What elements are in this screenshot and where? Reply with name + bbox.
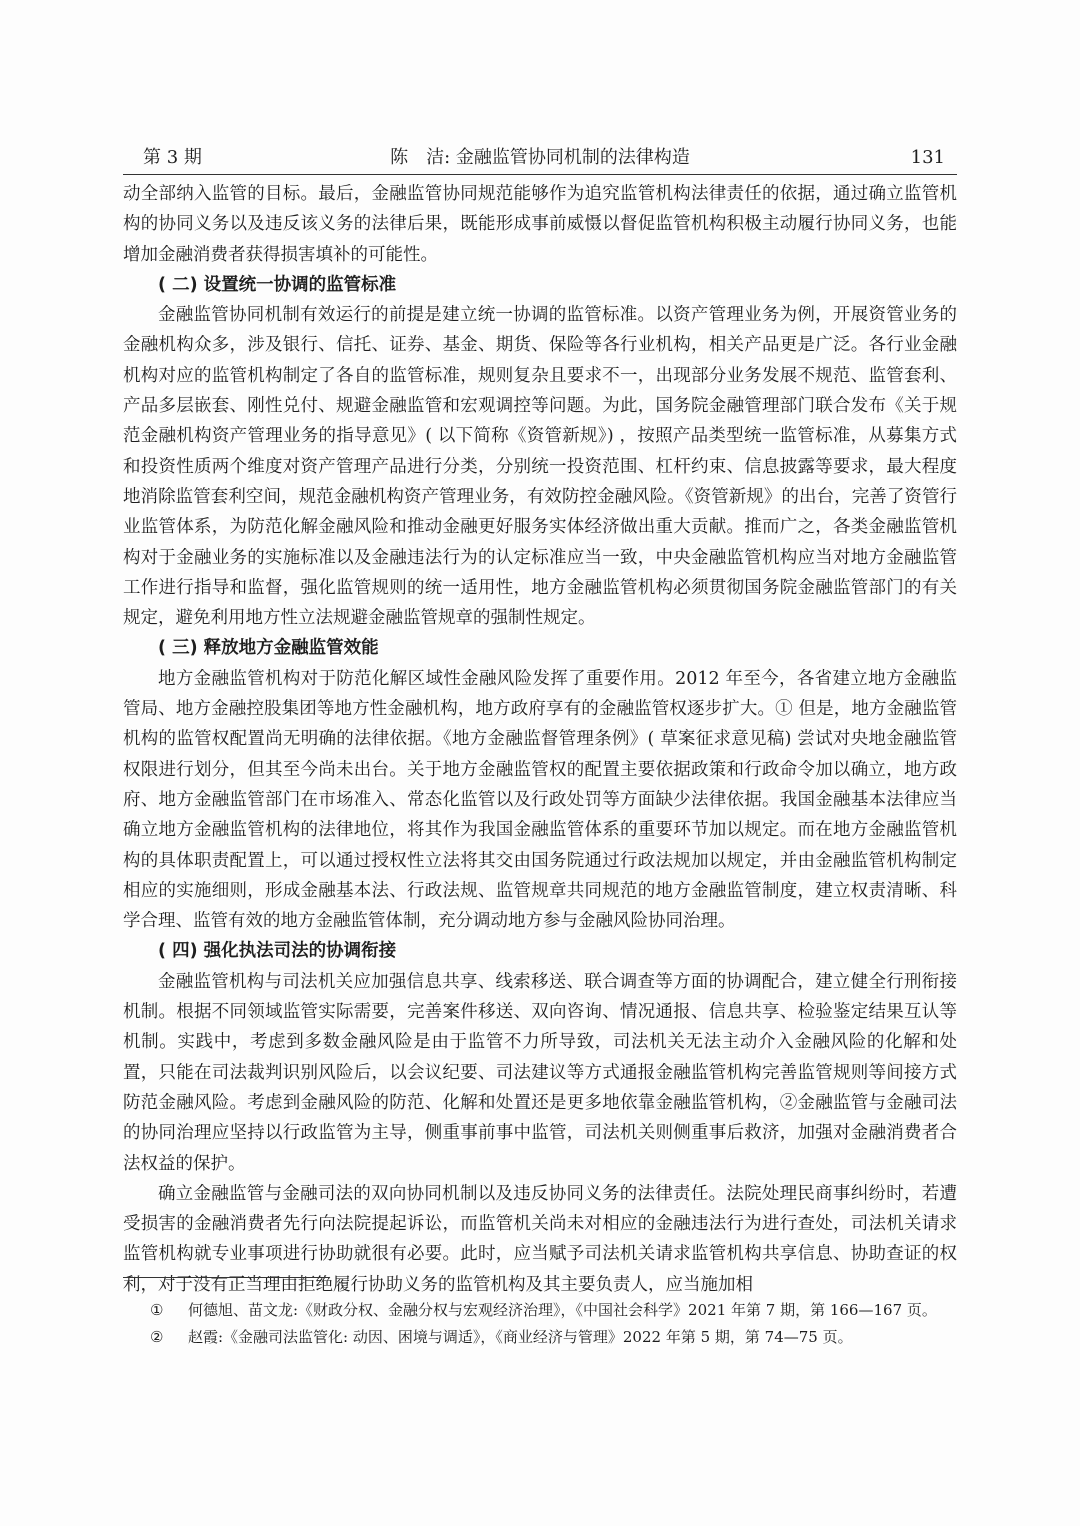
body-paragraph: 金融监管协同机制有效运行的前提是建立统一协调的监管标准。以资产管理业务为例，开展资管业务的金融机构众多，涉及银行、信托、证券、基金、期货、保险等各行业机构，相关产品更是广泛。各行业金融机构对应的监管机构制定了各自的监管标准，规则复杂且要求不一，出现部分业务发展不规范、监管套利、产品多层嵌套、刚性兑付、规避金融监管和宏观调控等问题。为此，国务院金融管理部门联合发布《关于规范金融机构资产管理业务的指导意见》( 以下简称《资管新规》) ，按照产品类型统一监管标准，从募集方式和投资性质两个维度对资产管理产品进行分类，分别统一投资范围、杠杆约束、信息披露等要求，最大程度地消除监管套利空间，规范金融机构资产管理业务，有效防控金融风险。《资管新规》的出台，完善了资管行业监管体系，为防范化解金融风险和推动金融更好服务实体经济做出重大贡献。推而广之，各类金融监管机构对于金融业务的实施标准以及金融违法行为的认定标准应当一致，中央金融监管机构应当对地方金融监管工作进行指导和监督，强化监管规则的统一适用性，地方金融监管机构必须贯彻国务院金融监管部门的有关规定，避免利用地方性立法规避金融监管规章的强制性规定。 bbox=[123, 305, 957, 629]
body-paragraph: 确立金融监管与金融司法的双向协同机制以及违反协同义务的法律责任。法院处理民商事纠纷时，若遭受损害的金融消费者先行向法院提起诉讼，而监管机关尚未对相应的金融违法行为进行查处，司法机关请求监管机构就专业事项进行协助就很有必要。此时，应当赋予司法机关请求监管机构共享信息、协助查证的权利，对于没有正当理由拒绝履行协助义务的监管机构及其主要负责人，应当施加相 bbox=[123, 1183, 957, 1295]
section-heading: ( 四) 强化执法司法的协调衔接 bbox=[158, 941, 397, 962]
header-rule bbox=[123, 174, 957, 175]
section-heading: ( 三) 释放地方金融监管效能 bbox=[158, 638, 379, 659]
footnote bbox=[150, 1297, 950, 1324]
running-title: 陈 洁: 金融监管协同机制的法律构造 bbox=[390, 147, 690, 168]
footnote-mark: ② bbox=[150, 1328, 164, 1346]
footnote-mark: ① bbox=[150, 1301, 164, 1319]
footnote-text: 何德旭、苗文龙:《财政分权、金融分权与宏观经济治理》，《中国社会科学》2021 年第 7 期，第 166—167 页。 bbox=[188, 1301, 937, 1319]
article-body bbox=[123, 179, 957, 1300]
body-paragraph: 动全部纳入监管的目标。最后，金融监管协同规范能够作为追究监管机构法律责任的依据，通过确立监管机构的协同义务以及违反该义务的法律后果，既能形成事前威慑以督促监管机构积极主动履行协同义务，也能增加金融消费者获得损害填补的可能性。 bbox=[123, 184, 957, 265]
footnote-separator bbox=[123, 1277, 329, 1278]
page-number: 131 bbox=[910, 147, 945, 168]
section-heading: ( 二) 设置统一协调的监管标准 bbox=[158, 274, 397, 295]
footnotes bbox=[150, 1297, 950, 1351]
running-header bbox=[123, 143, 957, 173]
issue-number: 第 3 期 bbox=[143, 147, 202, 168]
body-paragraph: 地方金融监管机构对于防范化解区域性金融风险发挥了重要作用。2012 年至今，各省建立地方金融监管局、地方金融控股集团等地方性金融机构，地方政府享有的金融监管权逐步扩大。① 但是，地方金融监管机构的监管权配置尚无明确的法律依据。《地方金融监督管理条例》( 草案征求意见稿) 尝试对央地金融监管权限进行划分，但其至今尚未出台。关于地方金融监管权的配置主要依据政策和行政命令加以确立，地方政府、地方金融监管部门在市场准入、常态化监管以及行政处罚等方面缺少法律依据。我国金融基本法律应当确立地方金融监管机构的法律地位，将其作为我国金融监管体系的重要环节加以规定。而在地方金融监管机构的具体职责配置上，可以通过授权性立法将其交由国务院通过行政法规加以规定，并由金融监管机构制定相应的实施细则，形成金融基本法、行政法规、监管规章共同规范的地方金融监管制度，建立权责清晰、科学合理、监管有效的地方金融监管体制，充分调动地方参与金融风险协同治理。 bbox=[123, 668, 957, 932]
footnote-text: 赵霞:《金融司法监管化: 动因、困境与调适》，《商业经济与管理》2022 年第 5 期，第 74—75 页。 bbox=[188, 1328, 853, 1346]
body-paragraph: 金融监管机构与司法机关应加强信息共享、线索移送、联合调查等方面的协调配合，建立健全行刑衔接机制。根据不同领域监管实际需要，完善案件移送、双向咨询、情况通报、信息共享、检验鉴定结果互认等机制。实践中，考虑到多数金融风险是由于监管不力所导致，司法机关无法主动介入金融风险的化解和处置，只能在司法裁判识别风险后，以会议纪要、司法建议等方式通报金融监管机构完善监管规则等间接方式防范金融风险。考虑到金融风险的防范、化解和处置还是更多地依靠金融监管机构，②金融监管与金融司法的协同治理应坚持以行政监管为主导，侧重事前事中监管，司法机关则侧重事后救济，加强对金融消费者合法权益的保护。 bbox=[123, 971, 957, 1174]
journal-page bbox=[123, 143, 957, 1300]
footnote bbox=[150, 1324, 950, 1351]
